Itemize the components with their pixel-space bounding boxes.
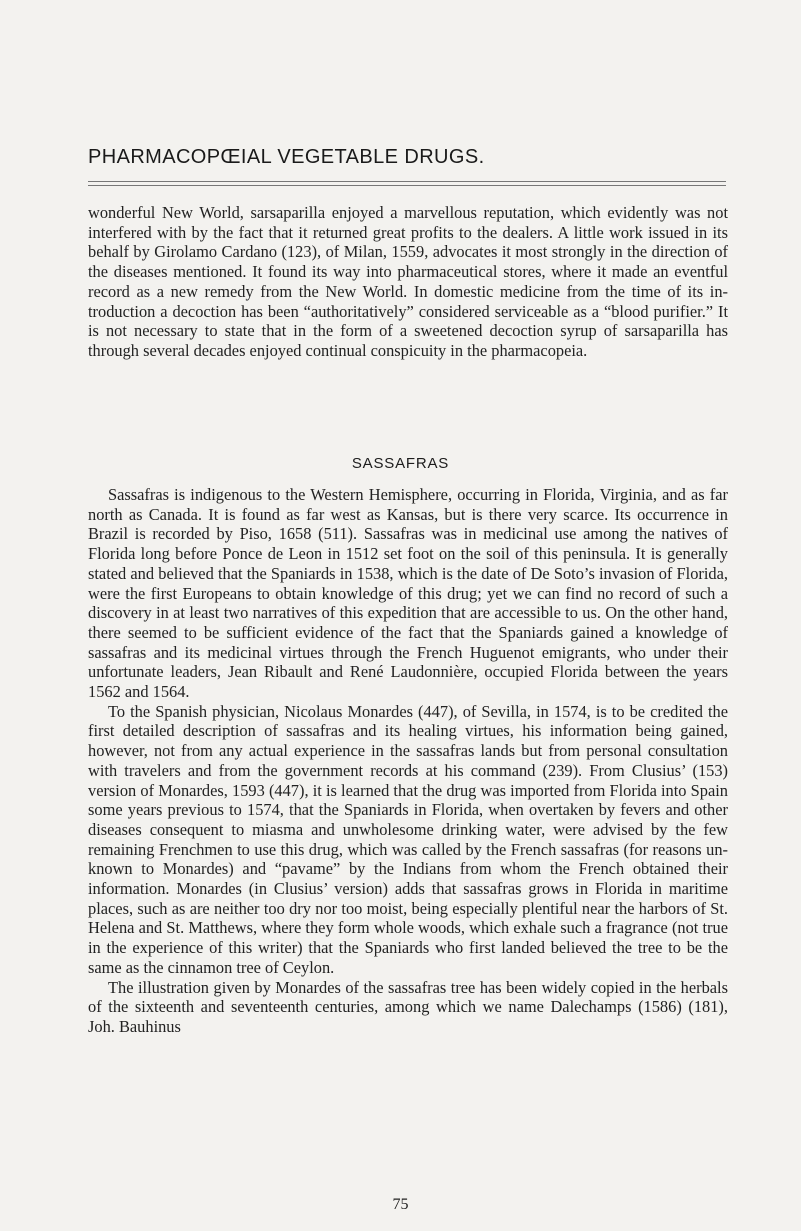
paragraph: wonderful New World, sarsaparilla enjoyed a marvellous reputation, which evidently was not interfered with by the fact that it returned great profits to the dealers. A little work issued in its behalf by Girolamo Cardano (123), of Milan, 1559, advocates it most strongly in the direction of the diseases mentioned. It found its way into pharmaceutical stores, where it made an eventful record as a new remedy from the New World. In domestic medicine from the time of its introduction a decoction has been “authoritatively” considered serviceable as a “blood purifier.” It is not necessary to state that in the form of a sweetened decoction syrup of sarsaparilla has through several decades enjoyed continual conspicuity in the pharmacopeia. [88,203,728,360]
page-number: 75 [392,1196,409,1213]
header-rule-bottom [88,185,726,186]
paragraph: To the Spanish physician, Nicolaus Monardes (447), of Sevilla, in 1574, is to be credited the first detailed description of sassafras and its healing virtues, his information being gained, however, not from any actual experience in the sassafras lands but from personal consultation with travelers and from the government records at his command (239). From Clusius’ (153) version of Monardes, 1593 (447), it is learned that the drug was imported from Florida into Spain some years previous to 1574, that the Spaniards in Florida, when overtaken by fevers and other diseases consequent to miasma and unwholesome drinking water, were advised by the few remaining Frenchmen to use this drug, which was called by the French sassafras (for reasons unknown to Monardes) and “pavame” by the Indians from whom the French obtained their information. Monardes (in Clusius’ version) adds that sassafras grows in Florida in maritime places, such as are neither too dry nor too moist, being especially plentiful near the harbors of St. Helena and St. Matthews, where they form whole woods, which exhale such a fragrance (not true in the experience of this writer) that the Spaniards who first landed believed the tree to be the same as the cinnamon tree of Ceylon. [88,701,728,977]
sassafras-section-body [88,485,728,1037]
header-rule-top [88,181,726,182]
paragraph: Sassafras is indigenous to the Western Hemisphere, occurring in Florida, Virginia, and as far north as Canada. It is found as far west as Kansas, but is there very scarce. Its occurrence in Brazil is recorded by Piso, 1658 (511). Sassafras was in medicinal use among the natives of Florida long before Ponce de Leon in 1512 set foot on the soil of this peninsula. It is generally stated and believed that the Spaniards in 1538, which is the date of De Soto’s invasion of Florida, were the first Europeans to obtain knowledge of this drug; yet we can find no record of such a discovery in at least two narratives of this expedition that are accessible to us. On the other hand, there seemed to be sufficient evidence of the fact that the Spaniards gained a knowledge of sassafras and its medicinal virtues through the French Huguenot emigrants, who under their unfortunate leaders, Jean Ribault and René Laudonnière, occupied Florida between the years 1562 and 1564. [88,485,728,702]
running-header: PHARMACOPŒIAL VEGETABLE DRUGS. [88,146,485,168]
paragraph: The illustration given by Monardes of the sassafras tree has been widely copied in the herbals of the sixteenth and seventeenth centuries, among which we name Dalechamps (1586) (181), Joh. Bauhinus [88,977,728,1036]
section-heading-sassafras: SASSAFRAS [351,455,450,472]
paragraph-sarsaparilla [88,203,728,361]
